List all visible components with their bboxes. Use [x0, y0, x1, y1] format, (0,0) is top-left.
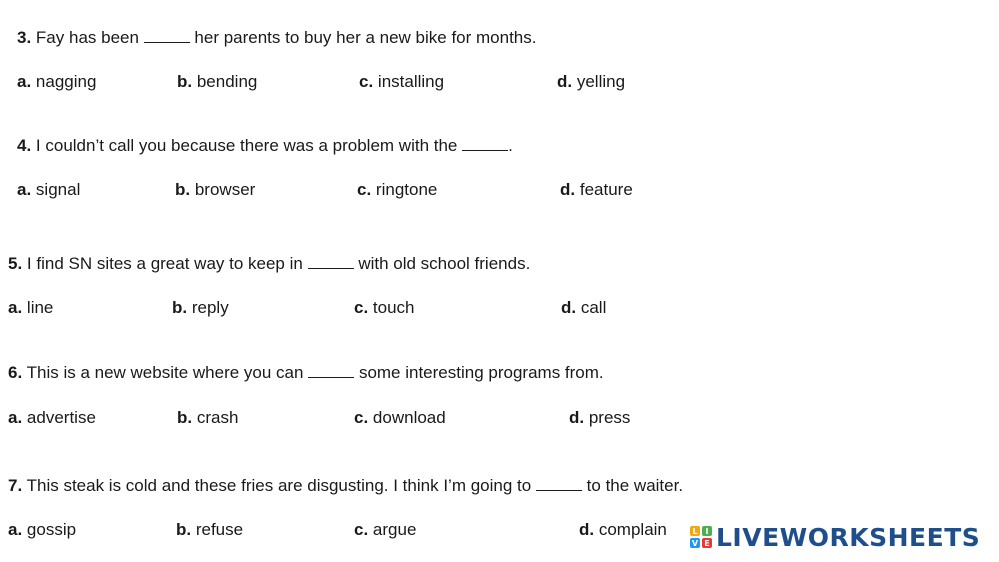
logo-letter: I — [702, 526, 712, 536]
option-b[interactable] — [177, 72, 257, 92]
option-a[interactable] — [8, 298, 53, 318]
option-b[interactable] — [172, 298, 229, 318]
option-c[interactable] — [354, 408, 446, 428]
option-c[interactable] — [359, 72, 444, 92]
question-text-after: with old school friends. — [358, 254, 531, 273]
option-d[interactable] — [569, 408, 630, 428]
answer-blank[interactable] — [536, 476, 582, 491]
option-letter: c. — [354, 408, 369, 427]
option-letter: d. — [561, 298, 577, 317]
option-d[interactable] — [557, 72, 625, 92]
option-text: feature — [579, 180, 633, 199]
option-a[interactable] — [8, 520, 76, 540]
option-letter: d. — [579, 520, 595, 539]
option-a[interactable] — [8, 408, 96, 428]
option-letter: b. — [177, 72, 193, 91]
question-text-before: This steak is cold and these fries are disgusting. I think I’m going to — [26, 476, 532, 495]
option-text: ringtone — [375, 180, 438, 199]
question-number: 4. — [17, 136, 32, 155]
answer-blank[interactable] — [308, 254, 354, 269]
option-letter: c. — [354, 298, 369, 317]
option-d[interactable] — [561, 298, 606, 318]
logo-letter: L — [690, 526, 700, 536]
option-letter: a. — [17, 72, 32, 91]
question-4 — [17, 136, 513, 156]
option-text: crash — [196, 408, 239, 427]
question-3 — [17, 28, 536, 48]
answer-blank[interactable] — [462, 136, 508, 151]
option-letter: b. — [172, 298, 188, 317]
option-text: line — [26, 298, 54, 317]
option-text: download — [372, 408, 446, 427]
question-6 — [8, 363, 604, 383]
option-letter: b. — [176, 520, 192, 539]
option-letter: a. — [17, 180, 32, 199]
option-letter: d. — [557, 72, 573, 91]
option-text: complain — [598, 520, 667, 539]
logo-letter: E — [702, 538, 712, 548]
question-text-after: her parents to buy her a new bike for months. — [194, 28, 537, 47]
option-letter: c. — [357, 180, 372, 199]
option-text: touch — [372, 298, 415, 317]
question-text-before: Fay has been — [35, 28, 139, 47]
option-text: signal — [35, 180, 81, 199]
answer-blank[interactable] — [144, 28, 190, 43]
option-a[interactable] — [17, 72, 96, 92]
option-text: yelling — [576, 72, 626, 91]
option-text: gossip — [26, 520, 77, 539]
question-number: 6. — [8, 363, 23, 382]
liveworksheets-logo — [690, 522, 980, 552]
option-letter: a. — [8, 298, 23, 317]
option-text: refuse — [195, 520, 244, 539]
option-text: installing — [377, 72, 445, 91]
option-text: browser — [194, 180, 256, 199]
option-b[interactable] — [176, 520, 243, 540]
logo-text: LIVEWORKSHEETS — [716, 522, 981, 552]
option-text: bending — [196, 72, 258, 91]
question-number: 3. — [17, 28, 32, 47]
question-text-end: . — [508, 136, 513, 155]
option-text: call — [580, 298, 607, 317]
option-a[interactable] — [17, 180, 80, 200]
option-c[interactable] — [357, 180, 437, 200]
question-text-before: I find SN sites a great way to keep in — [26, 254, 303, 273]
option-text: advertise — [26, 408, 96, 427]
option-letter: a. — [8, 520, 23, 539]
option-text: press — [588, 408, 631, 427]
option-text: reply — [191, 298, 229, 317]
option-letter: a. — [8, 408, 23, 427]
option-b[interactable] — [177, 408, 238, 428]
option-text: nagging — [35, 72, 97, 91]
question-text-after: to the waiter. — [586, 476, 684, 495]
option-text: argue — [372, 520, 417, 539]
question-7 — [8, 476, 683, 496]
option-letter: d. — [569, 408, 585, 427]
option-d[interactable] — [579, 520, 667, 540]
option-c[interactable] — [354, 298, 415, 318]
option-letter: b. — [175, 180, 191, 199]
question-number: 5. — [8, 254, 23, 273]
option-c[interactable] — [354, 520, 416, 540]
option-letter: c. — [354, 520, 369, 539]
option-letter: d. — [560, 180, 576, 199]
question-number: 7. — [8, 476, 23, 495]
logo-letter: V — [691, 538, 699, 548]
question-text-before: This is a new website where you can — [26, 363, 304, 382]
option-letter: b. — [177, 408, 193, 427]
question-text-before: I couldn’t call you because there was a problem with the — [35, 136, 458, 155]
answer-blank[interactable] — [308, 363, 354, 378]
question-5 — [8, 254, 530, 274]
option-d[interactable] — [560, 180, 633, 200]
question-text-after: some interesting programs from. — [358, 363, 604, 382]
logo-icon — [690, 526, 712, 548]
option-letter: c. — [359, 72, 374, 91]
option-b[interactable] — [175, 180, 255, 200]
